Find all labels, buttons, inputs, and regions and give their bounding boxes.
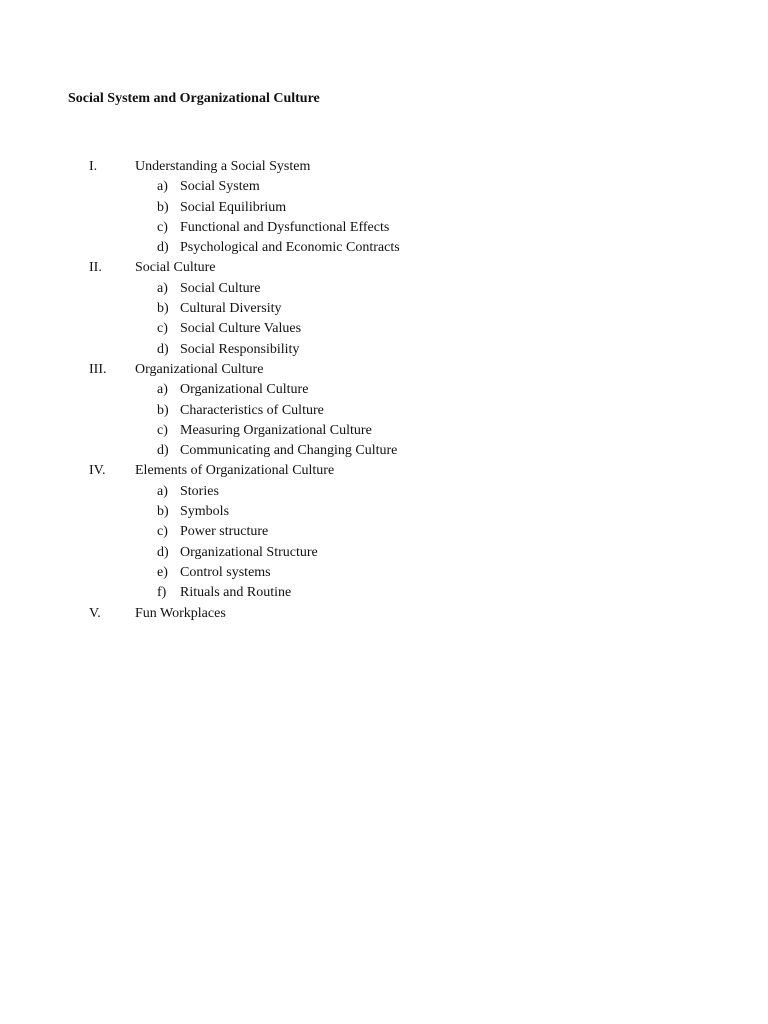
item-label: Rituals and Routine: [180, 585, 292, 601]
item-label: Symbols: [180, 504, 230, 520]
item-marker: a): [157, 280, 168, 296]
item-label: Social Responsibility: [180, 341, 300, 357]
item-marker: a): [157, 483, 168, 499]
item-marker: b): [157, 199, 169, 215]
item-marker: a): [157, 382, 168, 398]
outline-item: [0, 218, 768, 238]
item-label: Functional and Dysfunctional Effects: [180, 219, 390, 235]
outline-list: [0, 157, 768, 624]
section-label: Elements of Organizational Culture: [135, 463, 335, 479]
outline-item: [0, 482, 768, 502]
outline-item: [0, 299, 768, 319]
item-marker: d): [157, 341, 169, 357]
section-numeral: II.: [89, 260, 102, 276]
item-label: Social System: [180, 179, 260, 195]
outline-section: [0, 461, 768, 481]
outline-item: [0, 279, 768, 299]
outline-item: [0, 380, 768, 400]
item-label: Organizational Structure: [180, 544, 318, 560]
item-marker: f): [157, 585, 167, 601]
item-marker: b): [157, 301, 169, 317]
outline-item: [0, 177, 768, 197]
item-marker: d): [157, 240, 169, 256]
outline-item: [0, 319, 768, 339]
item-marker: d): [157, 443, 169, 459]
item-marker: c): [157, 524, 168, 540]
section-label: Organizational Culture: [135, 361, 264, 377]
outline-item: [0, 198, 768, 218]
item-label: Measuring Organizational Culture: [180, 422, 372, 438]
section-numeral: V.: [89, 605, 101, 621]
item-label: Power structure: [180, 524, 269, 540]
outline-section: [0, 157, 768, 177]
section-label: Understanding a Social System: [135, 159, 311, 174]
outline-item: [0, 441, 768, 461]
item-label: Control systems: [180, 564, 271, 580]
outline-item: [0, 340, 768, 360]
item-marker: d): [157, 544, 169, 560]
outline-item: [0, 522, 768, 542]
item-marker: b): [157, 402, 169, 418]
section-label: Social Culture: [135, 260, 216, 276]
item-label: Social Culture: [180, 280, 261, 296]
outline-item: [0, 563, 768, 583]
outline-item: [0, 583, 768, 603]
outline-item: [0, 543, 768, 563]
item-label: Organizational Culture: [180, 382, 309, 398]
outline-section: [0, 360, 768, 380]
outline-item: [0, 238, 768, 258]
item-marker: c): [157, 321, 168, 337]
item-marker: a): [157, 179, 168, 195]
document-title: Social System and Organizational Culture: [68, 91, 320, 106]
item-marker: c): [157, 219, 168, 235]
item-marker: b): [157, 504, 169, 520]
item-label: Characteristics of Culture: [180, 402, 324, 418]
section-numeral: I.: [89, 159, 98, 174]
item-label: Psychological and Economic Contracts: [180, 240, 400, 256]
section-label: Fun Workplaces: [135, 605, 226, 621]
outline-item: [0, 502, 768, 522]
outline-item: [0, 401, 768, 421]
item-label: Cultural Diversity: [180, 301, 282, 317]
item-marker: e): [157, 564, 168, 580]
section-numeral: IV.: [89, 463, 106, 479]
outline-section: [0, 604, 768, 624]
outline-section: [0, 258, 768, 278]
item-label: Stories: [180, 483, 219, 499]
outline-item: [0, 421, 768, 441]
item-label: Social Culture Values: [180, 321, 302, 337]
item-label: Communicating and Changing Culture: [180, 443, 398, 459]
section-numeral: III.: [89, 361, 107, 377]
item-marker: c): [157, 422, 168, 438]
item-label: Social Equilibrium: [180, 199, 287, 215]
